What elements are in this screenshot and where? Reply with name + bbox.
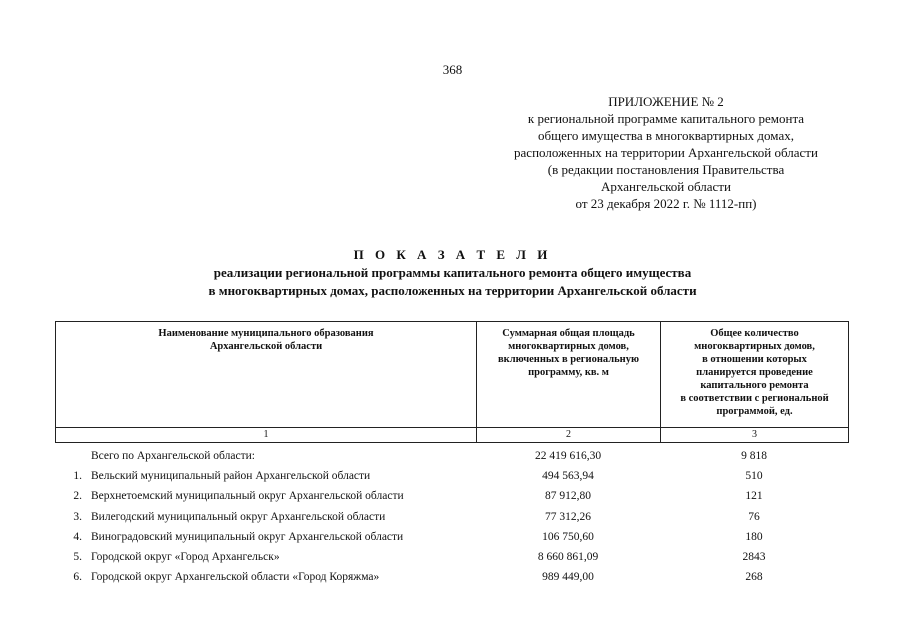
appendix-line: расположенных на территории Архангельской области bbox=[514, 145, 818, 160]
appendix-line: (в редакции постановления Правительства bbox=[547, 162, 785, 177]
header-line: программу, кв. м bbox=[528, 367, 609, 378]
area-value: 8 660 861,09 bbox=[537, 550, 599, 563]
header-line: капитального ремонта bbox=[700, 380, 809, 391]
column-header-municipality bbox=[56, 322, 477, 428]
municipality-name: Вельский муниципальный район Архангельской области bbox=[91, 470, 371, 483]
table-row bbox=[55, 567, 848, 587]
table-row bbox=[55, 466, 848, 486]
row-index: 2. bbox=[73, 490, 82, 503]
header-line: в отношении которых bbox=[702, 354, 807, 365]
column-number-row bbox=[56, 428, 849, 443]
count-value: 2843 bbox=[742, 550, 766, 563]
page-number: 368 bbox=[442, 62, 463, 77]
column-header-area bbox=[477, 322, 661, 428]
row-index: 6. bbox=[73, 571, 82, 584]
appendix-line: ПРИЛОЖЕНИЕ № 2 bbox=[608, 94, 724, 109]
table-row bbox=[55, 507, 848, 527]
table-row-total bbox=[55, 446, 848, 466]
column-number: 1 bbox=[56, 428, 477, 443]
area-value: 22 419 616,30 bbox=[534, 450, 602, 462]
row-index: 4. bbox=[73, 530, 82, 543]
row-index: 3. bbox=[73, 510, 82, 523]
column-header-count bbox=[661, 322, 849, 428]
count-value: 76 bbox=[748, 510, 760, 523]
row-index: 5. bbox=[73, 550, 82, 563]
municipality-name: Верхнетоемский муниципальный округ Архангельской области bbox=[91, 490, 404, 503]
appendix-line: к региональной программе капитального ремонта bbox=[527, 111, 805, 126]
header-line: планируется проведение bbox=[696, 367, 813, 378]
count-value: 121 bbox=[745, 490, 763, 503]
document-title: П О К А З А Т Е Л И bbox=[353, 247, 552, 262]
area-value: 87 912,80 bbox=[545, 490, 591, 503]
area-value: 989 449,00 bbox=[542, 571, 594, 584]
table-row bbox=[55, 547, 848, 567]
area-value: 77 312,26 bbox=[545, 510, 591, 523]
indicators-table-body bbox=[55, 446, 848, 587]
header-line: в соответствии с региональной bbox=[680, 393, 829, 404]
municipality-name: Городской округ Архангельской области «Город Коряжма» bbox=[91, 571, 380, 584]
indicators-table-header bbox=[55, 321, 849, 443]
document-subtitle bbox=[0, 264, 905, 300]
appendix-block bbox=[478, 93, 854, 212]
table-row bbox=[55, 486, 848, 506]
subtitle-line: в многоквартирных домах, расположенных на территории Архангельской области bbox=[208, 283, 697, 298]
count-value: 268 bbox=[745, 571, 763, 584]
municipality-name: Вилегодский муниципальный округ Архангельской области bbox=[91, 510, 386, 523]
header-line: программой, ед. bbox=[716, 406, 793, 417]
appendix-line: от 23 декабря 2022 г. № 1112-пп) bbox=[575, 196, 757, 211]
municipality-name: Виноградовский муниципальный округ Архангельской области bbox=[91, 530, 404, 543]
municipality-name: Городской округ «Город Архангельск» bbox=[91, 550, 280, 563]
header-line: многоквартирных домов, bbox=[694, 341, 815, 352]
count-value: 9 818 bbox=[741, 450, 767, 462]
column-number: 3 bbox=[661, 428, 849, 443]
column-number: 2 bbox=[477, 428, 661, 443]
row-index: 1. bbox=[73, 470, 82, 483]
appendix-line: Архангельской области bbox=[601, 179, 731, 194]
appendix-line: общего имущества в многоквартирных домах, bbox=[538, 128, 794, 143]
table-row bbox=[55, 527, 848, 547]
header-line: Архангельской области bbox=[209, 341, 323, 352]
municipality-name: Всего по Архангельской области: bbox=[91, 450, 255, 462]
header-line: Общее количество bbox=[710, 328, 799, 339]
count-value: 510 bbox=[745, 470, 763, 483]
header-line: Наименование муниципального образования bbox=[158, 328, 374, 339]
table-header-row bbox=[56, 322, 849, 428]
area-value: 106 750,60 bbox=[542, 530, 594, 543]
area-value: 494 563,94 bbox=[542, 470, 594, 483]
header-line: включенных в региональную bbox=[497, 354, 639, 365]
header-line: многоквартирных домов, bbox=[508, 341, 629, 352]
subtitle-line: реализации региональной программы капитального ремонта общего имущества bbox=[213, 265, 692, 280]
count-value: 180 bbox=[745, 530, 763, 543]
header-line: Суммарная общая площадь bbox=[502, 328, 635, 339]
